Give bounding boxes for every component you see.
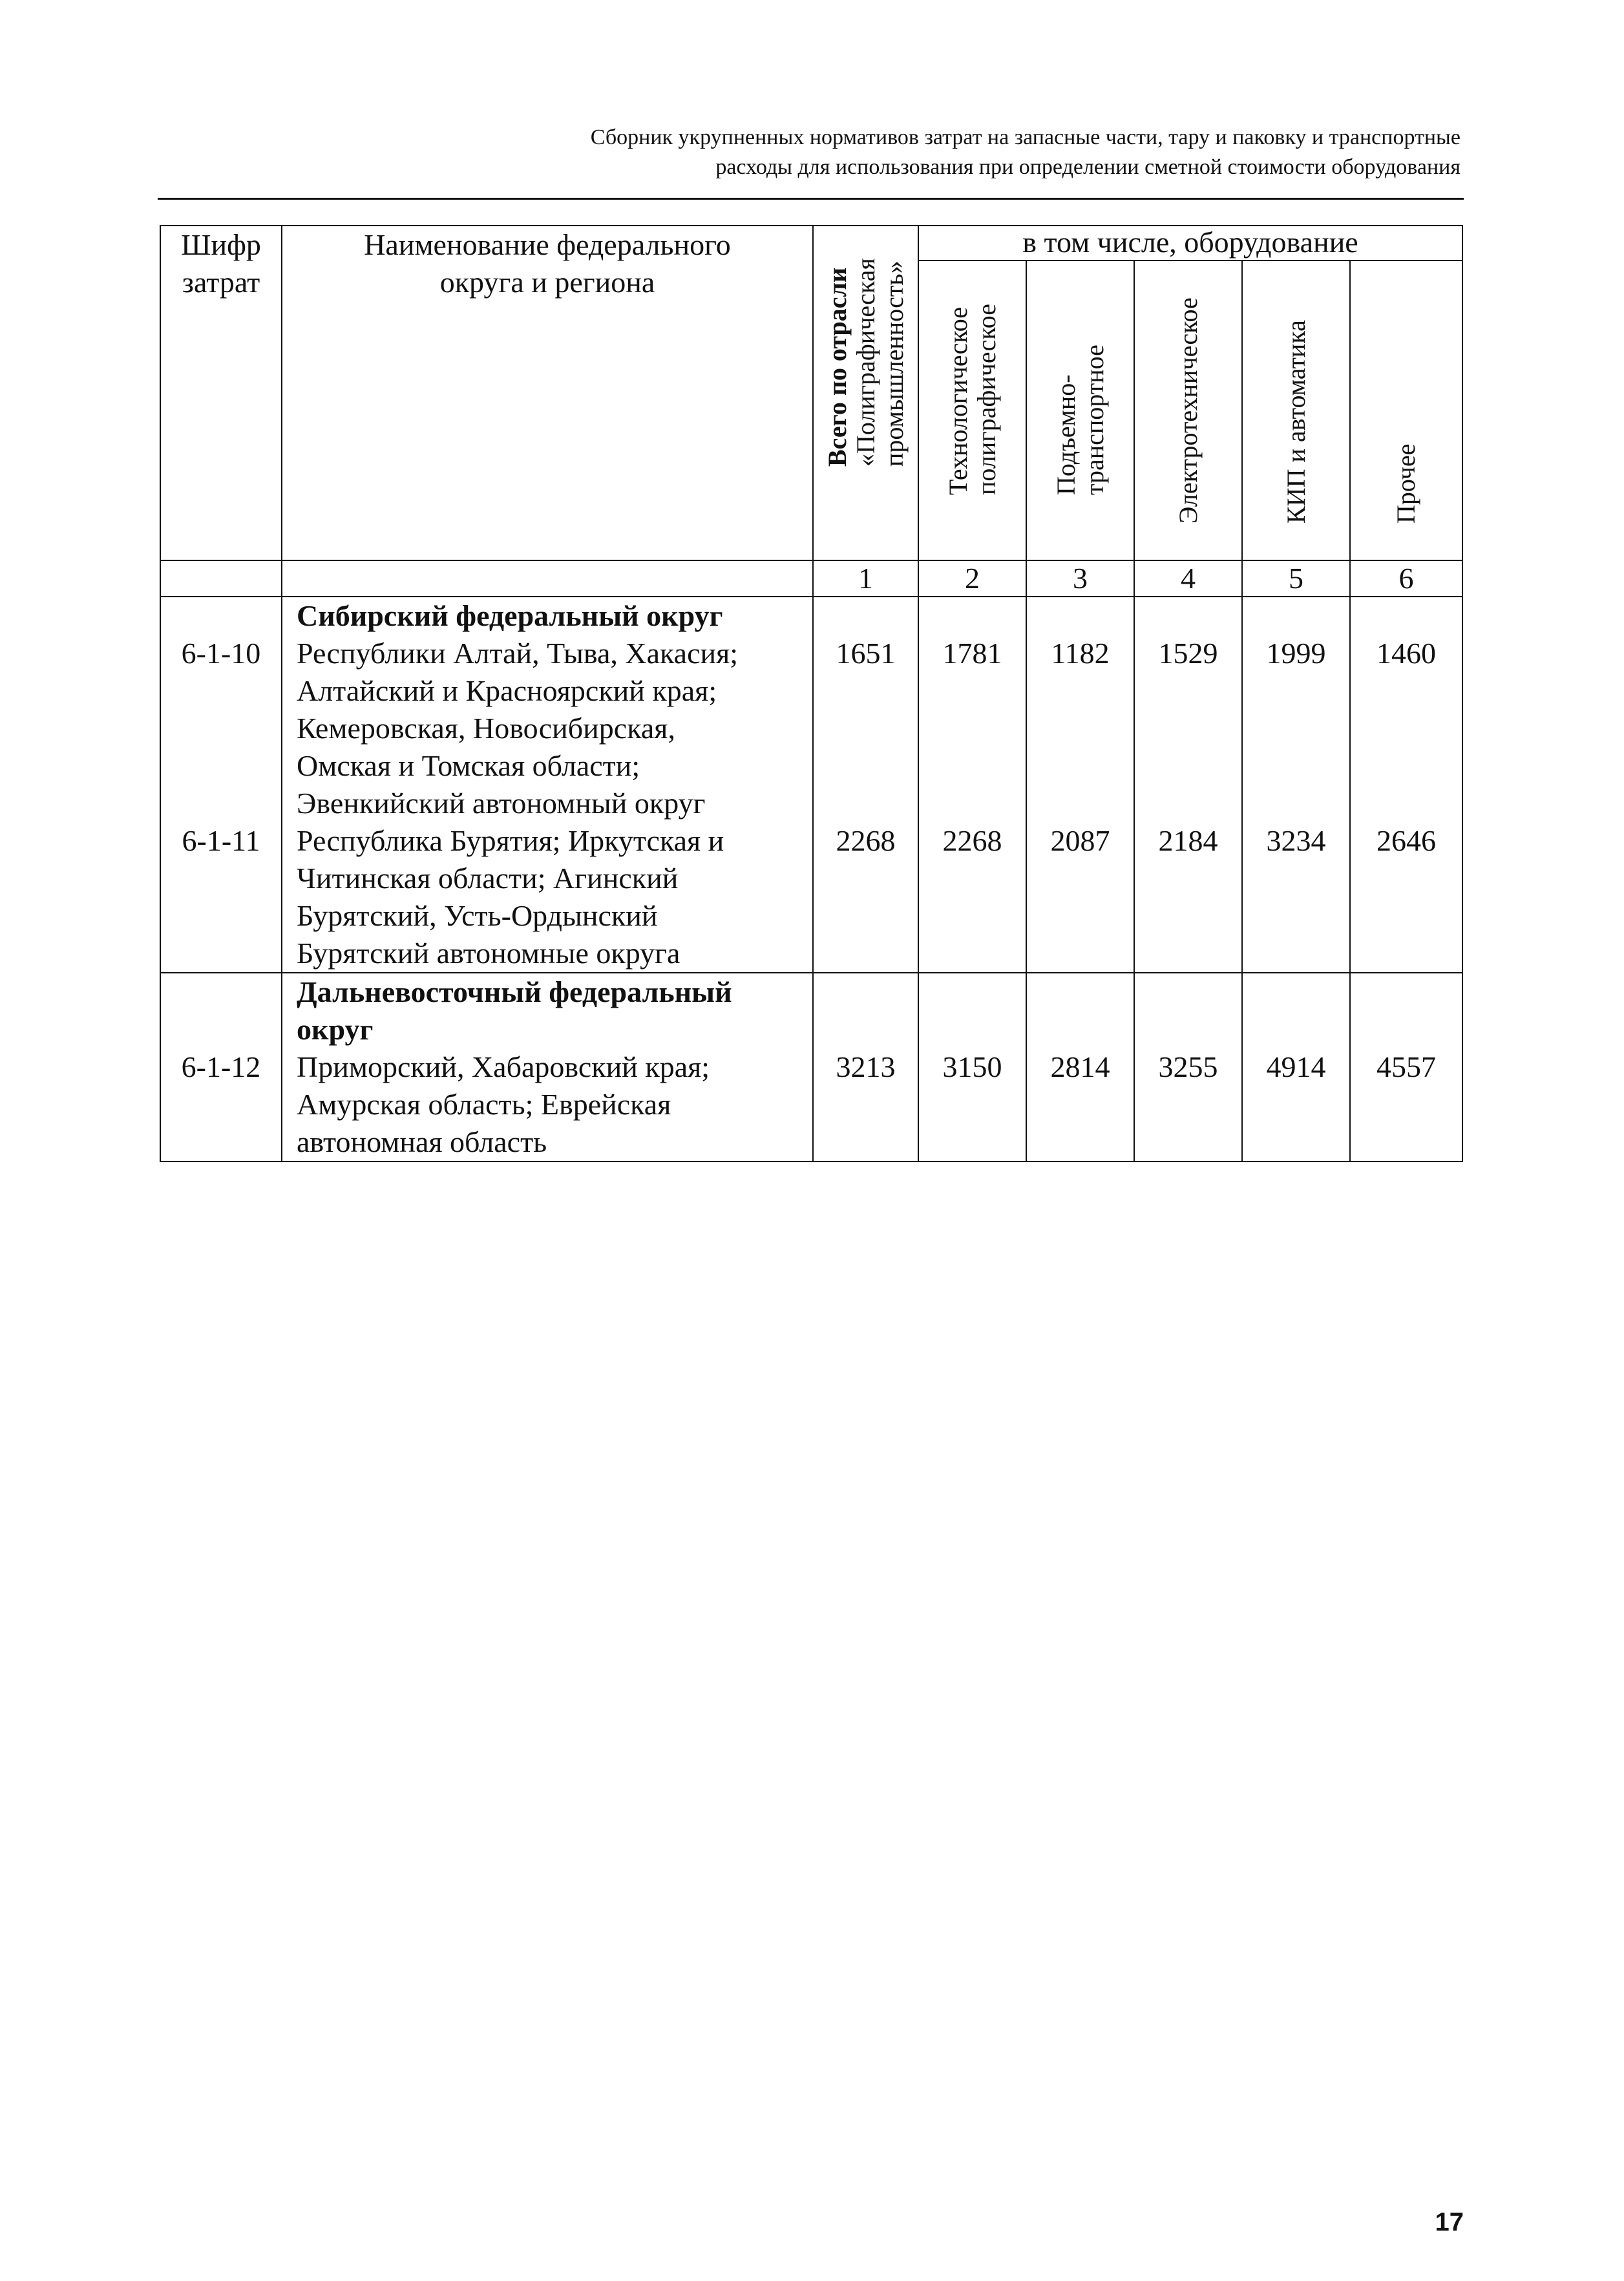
region-line: Кемеровская, Новосибирская,	[297, 712, 675, 745]
value-cell-total	[813, 597, 918, 973]
code-cell	[160, 973, 282, 1162]
technological-column-header	[918, 260, 1026, 560]
district-title: Сибирский федеральный округ	[297, 599, 723, 632]
column-number-empty	[160, 560, 282, 597]
value-cell-electrotechnical	[1134, 597, 1242, 973]
column-number-empty	[282, 560, 813, 597]
value: 2268	[942, 824, 1002, 857]
value: 2268	[836, 824, 896, 857]
col5-header-text: КИП и автоматика	[1281, 320, 1311, 524]
district-title: округ	[297, 1013, 374, 1046]
region-line: Бурятский автономные округа	[297, 937, 680, 970]
region-line: Амурская область; Еврейская	[297, 1088, 671, 1121]
code-header-line-2: затрат	[182, 266, 260, 299]
electrotechnical-column-header	[1134, 260, 1242, 560]
header-line-2: расходы для использования при определении сметной стоимости оборудования	[715, 155, 1461, 179]
row-code: 6-1-10	[181, 637, 261, 670]
document-header	[162, 123, 1461, 182]
region-name-cell	[282, 597, 813, 973]
district-title: Дальневосточный федеральный	[297, 975, 732, 1008]
value: 4557	[1376, 1050, 1436, 1083]
value-cell-lifting	[1026, 973, 1134, 1162]
value: 3150	[942, 1050, 1002, 1083]
col4-header-text: Электротехническое	[1173, 297, 1203, 524]
row-code: 6-1-12	[181, 1050, 261, 1083]
region-line: Алтайский и Красноярский края;	[297, 674, 717, 707]
cost-norms-table	[160, 225, 1463, 1162]
col2-header-line-2: полиграфическое	[971, 304, 1001, 495]
col2-header-line-1: Технологическое	[943, 306, 973, 495]
value: 3213	[836, 1050, 896, 1083]
value: 1529	[1158, 637, 1218, 670]
value: 4914	[1266, 1050, 1326, 1083]
value-cell-lifting	[1026, 597, 1134, 973]
value: 1651	[836, 637, 896, 670]
value: 1781	[942, 637, 1002, 670]
value-cell-technological	[918, 973, 1026, 1162]
region-line: Бурятский, Усть-Ордынский	[297, 899, 658, 932]
column-number: 1	[813, 560, 918, 597]
name-column-header	[282, 226, 813, 560]
value: 1182	[1051, 637, 1110, 670]
value: 1999	[1266, 637, 1326, 670]
name-header-line-2: округа и региона	[439, 266, 655, 299]
value: 2087	[1050, 824, 1110, 857]
value-cell-total	[813, 973, 918, 1162]
total-column-header	[813, 226, 918, 560]
value-cell-instrumentation	[1242, 597, 1350, 973]
row-code: 6-1-11	[182, 824, 260, 857]
name-header-line-1: Наименование федерального	[364, 228, 731, 261]
instrumentation-column-header	[1242, 260, 1350, 560]
value-cell-other	[1350, 973, 1462, 1162]
header-divider	[158, 198, 1464, 200]
region-line: Республики Алтай, Тыва, Хакасия;	[297, 637, 739, 670]
value: 2184	[1158, 824, 1218, 857]
region-line: Читинская области; Агинский	[297, 862, 679, 895]
column-number-row	[160, 560, 1462, 597]
column-number: 2	[918, 560, 1026, 597]
total-header-line-1: Всего по отрасли	[822, 268, 852, 467]
value: 1460	[1376, 637, 1436, 670]
table-row-far-eastern	[160, 973, 1462, 1162]
header-line-1: Сборник укрупненных нормативов затрат на запасные части, тару и паковку и транспортные	[590, 125, 1461, 149]
region-name-cell	[282, 973, 813, 1162]
code-cell	[160, 597, 282, 973]
value: 3255	[1158, 1050, 1218, 1083]
value-cell-instrumentation	[1242, 973, 1350, 1162]
table-row-siberian	[160, 597, 1462, 973]
value: 2646	[1376, 824, 1436, 857]
column-number: 5	[1242, 560, 1350, 597]
value-cell-technological	[918, 597, 1026, 973]
column-number: 4	[1134, 560, 1242, 597]
other-column-header	[1350, 260, 1462, 560]
value: 3234	[1266, 824, 1326, 857]
column-number: 3	[1026, 560, 1134, 597]
region-line: автономная область	[297, 1125, 547, 1158]
column-number: 6	[1350, 560, 1462, 597]
region-line: Республика Бурятия; Иркутская и	[297, 824, 724, 857]
value-cell-other	[1350, 597, 1462, 973]
value-cell-electrotechnical	[1134, 973, 1242, 1162]
total-header-line-2: «Полиграфическая	[850, 258, 880, 467]
col6-header-text: Прочее	[1391, 443, 1420, 524]
region-line: Эвенкийский автономный округ	[297, 787, 706, 820]
lifting-transport-column-header	[1026, 260, 1134, 560]
region-line: Приморский, Хабаровский края;	[297, 1050, 710, 1083]
col3-header-line-1: Подъемно-	[1051, 374, 1081, 495]
page-number: 17	[1435, 2208, 1464, 2236]
col3-header-line-2: транспортное	[1079, 345, 1109, 495]
total-header-line-3: промышленность»	[879, 260, 909, 467]
value: 2814	[1050, 1050, 1110, 1083]
equipment-group-header: в том числе, оборудование	[918, 226, 1462, 260]
code-column-header	[160, 226, 282, 560]
header-row-top	[160, 226, 1462, 260]
code-header-line-1: Шифр	[181, 228, 261, 261]
region-line: Омская и Томская области;	[297, 749, 640, 782]
